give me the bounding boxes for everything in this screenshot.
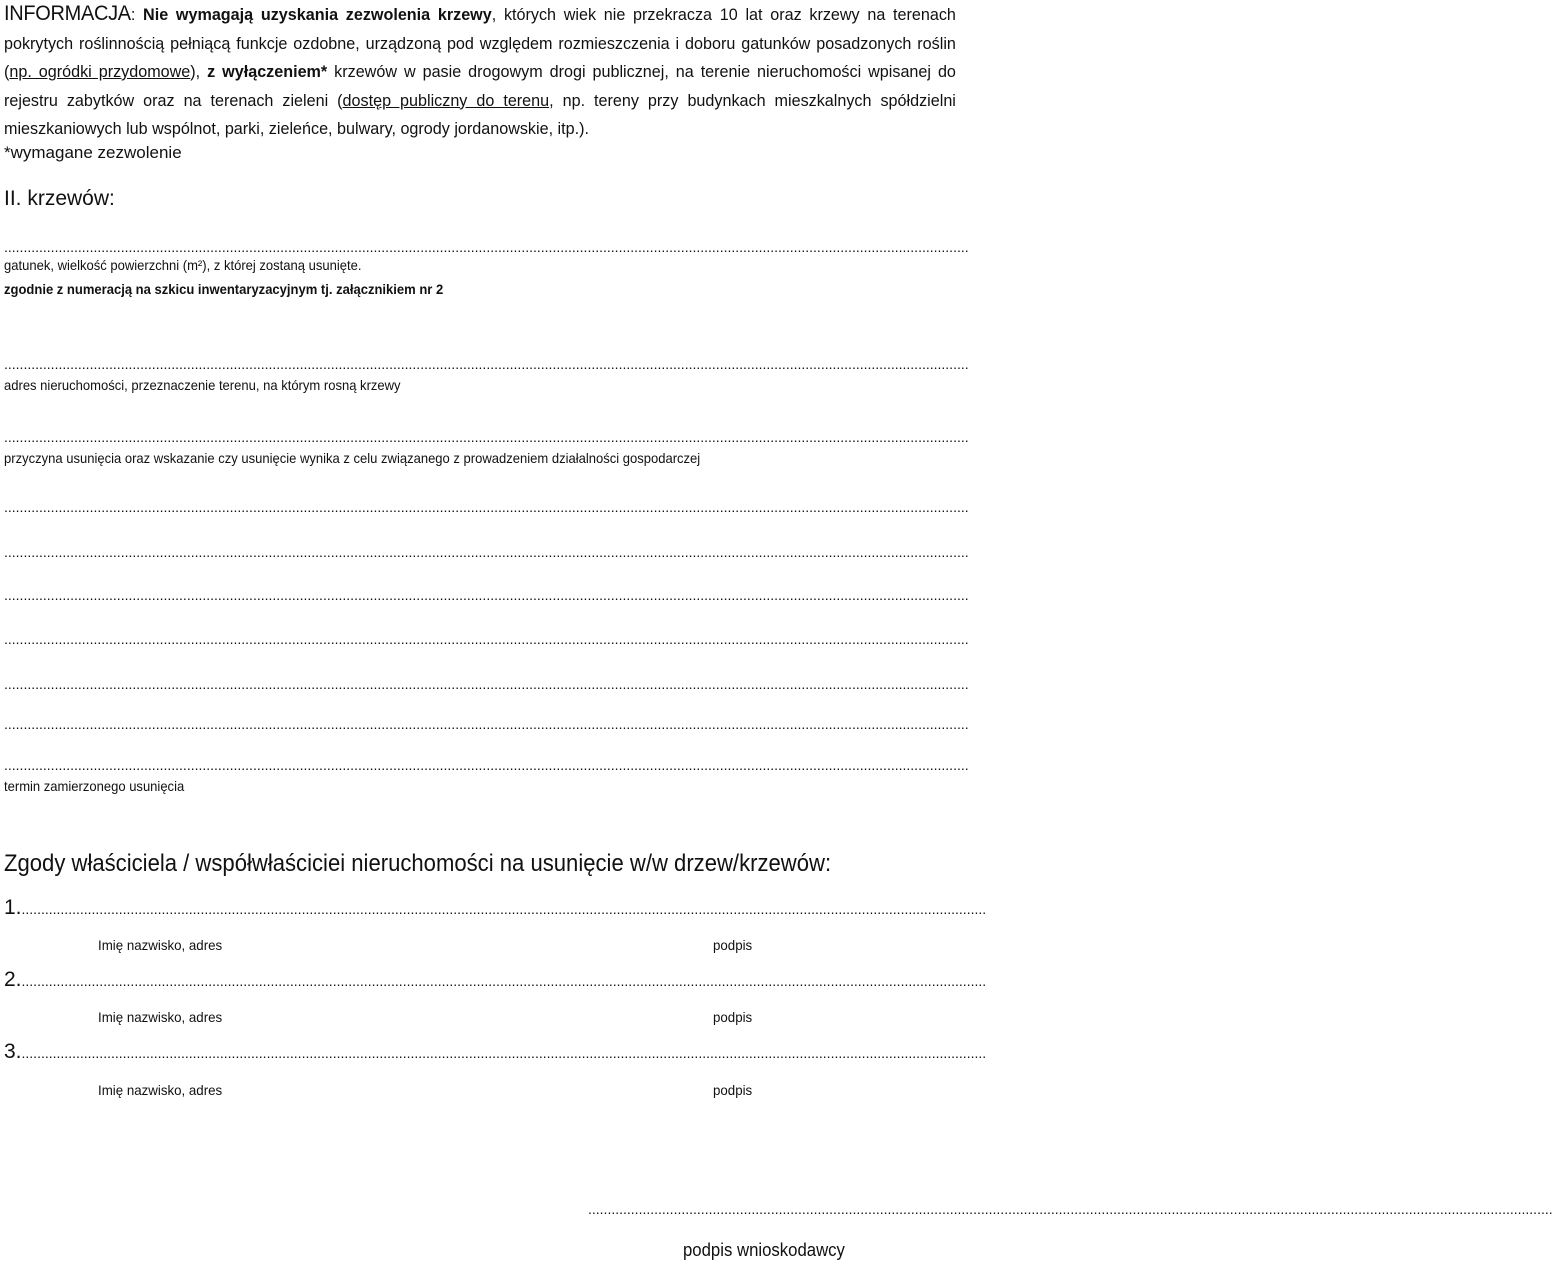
extra-input-line[interactable]: ........................................................................................................................................................................................................................................................ [4,631,969,647]
extra-input-line[interactable]: ........................................................................................................................................................................................................................................................ [4,587,969,603]
name-address-label: Imię nazwisko, adres [98,1009,223,1025]
reason-input-line[interactable]: ........................................................................................................................................................................................................................................................ [4,429,969,445]
section-title: II. krzewów: [4,187,115,210]
numbering-caption: zgodnie z numeracją na szkicu inwentaryzacyjnym tj. załącznikiem nr 2 [4,281,444,297]
address-input-line[interactable]: ........................................................................................................................................................................................................................................................ [4,356,969,372]
public-access-underlined: dostęp publiczny do terenu [342,90,550,110]
consent-title: Zgody właściciela / współwłaściciei nieruchomości na usunięcie w/w drzew/krzewów: [4,850,832,877]
exempt-bold-text: Nie wymagają uzyskania zezwolenia krzewy [143,5,492,24]
information-heading: INFORMACJA [4,2,131,25]
required-permit-note: *wymagane zezwolenie [4,143,182,162]
reason-caption: przyczyna usunięcia oraz wskazanie czy usunięcie wynika z celu związanego z prowadzeniem działalności gospodarczej [4,450,701,466]
name-address-label: Imię nazwisko, adres [98,937,223,953]
applicant-signature-line[interactable]: ........................................................................................................................................................................................................................................................ [588,1201,1553,1217]
consent-input-line[interactable]: ........................................................................................................................................................................................................................................................ [21,901,987,917]
extra-input-line[interactable]: ........................................................................................................................................................................................................................................................ [4,676,969,692]
signature-label: podpis [713,1082,753,1098]
row-number: 1. [4,896,22,919]
row-number: 3. [4,1040,22,1063]
example-underlined: np. ogródki przydomowe [9,62,191,81]
exclusion-bold-text: z wyłączeniem* [207,62,328,81]
consent-row-2 [4,967,987,994]
term-caption: termin zamierzonego usunięcia [4,778,185,794]
consent-row-1 [4,895,987,922]
extra-input-line[interactable]: ........................................................................................................................................................................................................................................................ [4,499,969,515]
species-input-line[interactable]: ........................................................................................................................................................................................................................................................ [4,239,969,255]
extra-input-line[interactable]: ........................................................................................................................................................................................................................................................ [4,544,969,560]
name-address-label: Imię nazwisko, adres [98,1082,223,1098]
information-paragraph: INFORMACJA: Nie wymagają uzyskania zezwolenia krzewy, których wiek nie przekracza 10 lat oraz krzewy na terenach pokrytych roślinnością pełniącą funkcje ozdobne, urządzoną pod względem rozmieszczenia i doboru gatunków posadzonych roślin (np. ogródki przydomowe), z wyłączeniem* krzewów w pasie drogowym drogi publicznej, na terenie nieruchomości wpisanej do rejestru zabytków oraz na terenach zieleni (dostęp publiczny do terenu, np. tereny przy budynkach mieszkalnych spółdzielni mieszkaniowych lub wspólnot, parki, zieleńce, bulwary, ogrody jordanowskie, itp.). [4,2,956,138]
signature-label: podpis [713,937,753,953]
species-caption: gatunek, wielkość powierzchni (m²), z której zostaną usunięte. [4,257,362,273]
consent-row-3 [4,1039,987,1066]
applicant-signature-label: podpis wnioskodawcy [683,1240,845,1260]
consent-input-line[interactable]: ........................................................................................................................................................................................................................................................ [21,1045,987,1061]
consent-input-line[interactable]: ........................................................................................................................................................................................................................................................ [21,973,987,989]
signature-label: podpis [713,1009,753,1025]
extra-input-line[interactable]: ........................................................................................................................................................................................................................................................ [4,716,969,732]
term-input-line[interactable]: ........................................................................................................................................................................................................................................................ [4,757,969,773]
address-caption: adres nieruchomości, przeznaczenie terenu, na którym rosną krzewy [4,377,401,393]
row-number: 2. [4,968,22,991]
